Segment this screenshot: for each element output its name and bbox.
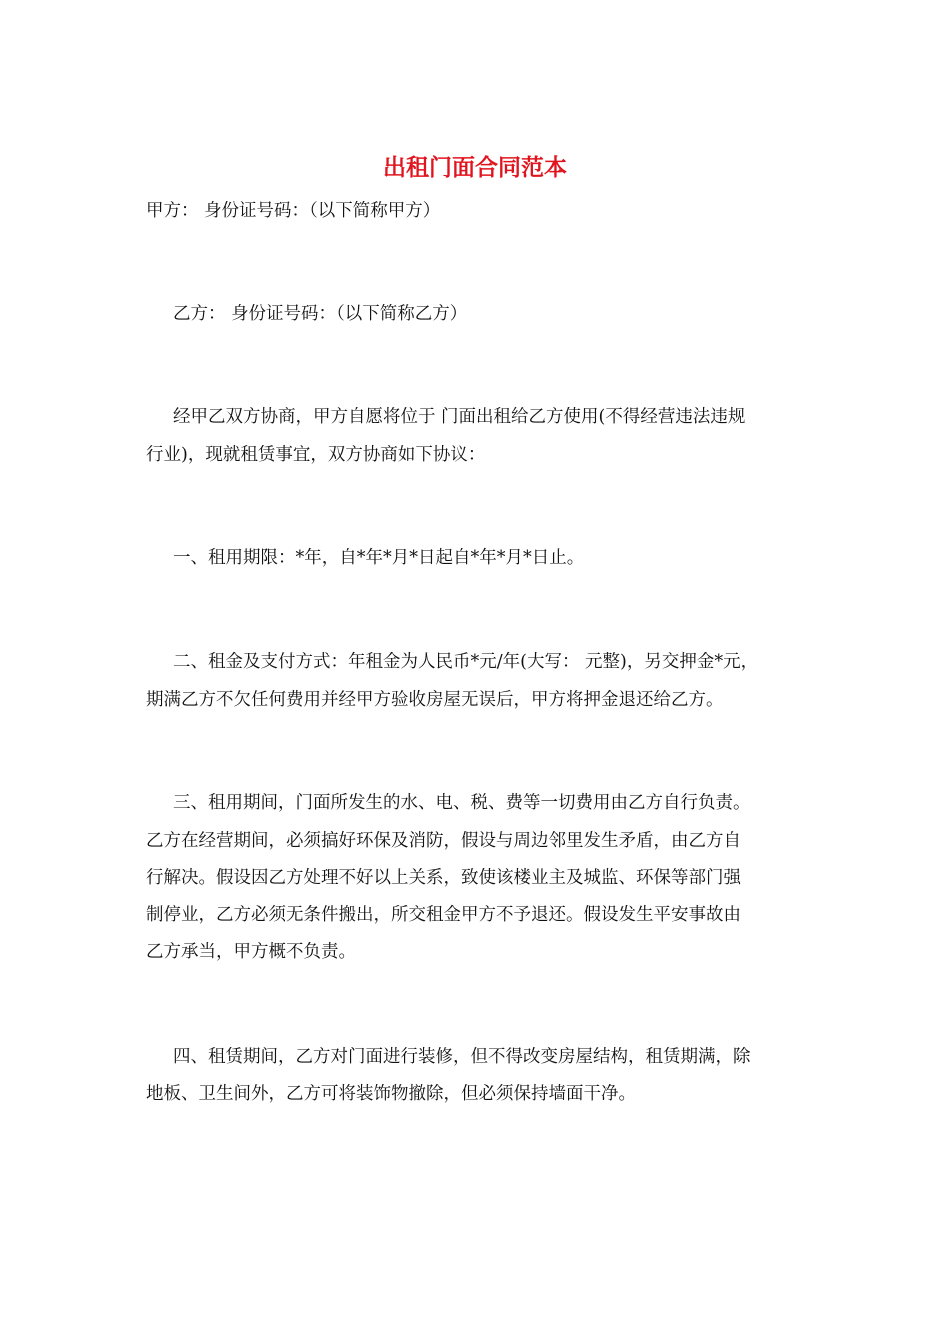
clause-4-line-1: 四、租赁期间，乙方对门面进行装修，但不得改变房屋结构，租赁期满，除 — [173, 1047, 751, 1067]
clause-4-line-2: 地板、卫生间外，乙方可将装饰物撤除，但必须保持墙面干净。 — [146, 1084, 636, 1104]
clause-3-line-3: 行解决。假设因乙方处理不好以上关系，致使该楼业主及城监、环保等部门强 — [146, 868, 741, 888]
clause-3-line-5: 乙方承当，甲方概不负责。 — [146, 942, 356, 962]
intro-line-2: 行业)，现就租赁事宜，双方协商如下协议： — [146, 445, 486, 465]
intro-line-1: 经甲乙双方协商，甲方自愿将位于 门面出租给乙方使用(不得经营违法违规 — [173, 407, 746, 427]
clause-3-line-1: 三、租用期间，门面所发生的水、电、税、费等一切费用由乙方自行负责。 — [173, 793, 751, 813]
clause-3-line-4: 制停业，乙方必须无条件搬出，所交租金甲方不予退还。假设发生平安事故由 — [146, 905, 741, 925]
clause-2-line-1: 二、租金及支付方式：年租金为人民币*元/年(大写： 元整)，另交押金*元， — [173, 652, 759, 672]
clause-1-line-1: 一、租用期限：*年，自*年*月*日起自*年*月*日止。 — [173, 548, 585, 568]
page-title: 出租门面合同范本 — [383, 155, 567, 181]
clause-2-line-2: 期满乙方不欠任何费用并经甲方验收房屋无误后，甲方将押金退还给乙方。 — [146, 690, 724, 710]
clause-3-line-2: 乙方在经营期间，必须搞好环保及消防，假设与周边邻里发生矛盾，由乙方自 — [146, 831, 741, 851]
party-a-line: 甲方： 身份证号码：（以下简称甲方） — [146, 201, 441, 221]
party-b-line: 乙方： 身份证号码：（以下简称乙方） — [173, 304, 468, 324]
